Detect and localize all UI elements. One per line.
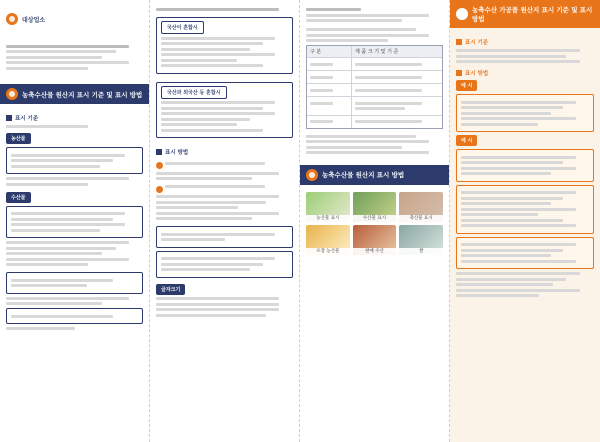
text-line [6,50,116,53]
persimmon-icon [456,8,468,20]
header-label: 대상업소 [22,16,46,24]
section-title: 농축수산물 원산지 표시 방법 [322,171,405,179]
subsection-label: 표시 방법 [165,150,189,156]
table-header-cell: 제 품 크 기 및 기 준 [355,49,399,55]
bullet-square-icon [156,149,162,155]
method-box-2 [156,251,293,278]
example-box-4 [456,237,594,270]
target-business-header [0,0,149,38]
example-image: 판매 수산 [353,225,397,255]
domestic-mix-box [156,17,293,74]
section-title-bar [0,84,149,104]
processed-title-bar [450,0,600,28]
example-image-grid [306,192,443,255]
table-header-cell: 구 분 [307,46,352,57]
text-line [6,67,88,70]
subsection-heading [6,114,143,122]
font-size-tag: 글자크기 [156,284,185,295]
section-title: 농축수산물 원산지 표시 기준 및 표시 방법 [22,90,143,99]
processed-title: 농축수산 가공품 원산지 표시 기준 및 표시 방법 [472,6,593,23]
bullet-square-icon [456,39,462,45]
example-image: 쌀 [399,225,443,255]
subsection-heading [456,38,594,46]
table-header-row [307,46,442,58]
table-row [307,58,442,71]
subsection-heading [156,148,293,156]
example-box-3 [456,185,594,234]
example-box-2 [456,149,594,182]
example-image: 축산물 표시 [399,192,443,222]
table-row [307,84,442,97]
example-box [456,94,594,132]
fishery-tag: 수산물 [6,192,31,203]
example-tag: 예 시 [456,80,477,91]
table-row [307,97,442,116]
domestic-mix-tag: 국산이 혼합시 [161,21,204,34]
subsection-heading [456,69,594,77]
agri-tag: 농산물 [6,133,31,144]
example-image: 수산물 표시 [353,192,397,222]
bullet-square-icon [6,115,12,121]
text-line [6,56,102,59]
subsection-label: 표시 방법 [465,71,489,77]
example-image: 포장 농산물 [306,225,350,255]
leaf-icon [6,13,18,25]
table-row [307,71,442,84]
foreign-mix-box [156,82,293,139]
panel-right [450,0,600,442]
bullet-square-icon [456,70,462,76]
subsection-label: 표시 기준 [15,116,39,122]
method-box [156,226,293,248]
panel-center-left [150,0,300,442]
example-tag: 예 시 [456,135,477,146]
text-line [6,45,129,48]
fishery-info-box [6,206,143,239]
text-line [6,61,129,64]
example-box [6,308,143,324]
leaf-icon [6,88,18,100]
size-standard-table [306,45,443,129]
text-line [6,125,88,128]
leaf-icon [306,169,318,181]
foreign-mix-tag: 국산과 외국산 등 혼합시 [161,86,227,99]
subsection-label: 표시 기준 [465,40,489,46]
section-title-bar [300,165,449,185]
table-row [307,116,442,128]
note-box [6,272,143,294]
panel-center-right [300,0,450,442]
example-image: 농산물 표시 [306,192,350,222]
agri-info-box [6,147,143,174]
panel-left [0,0,150,442]
